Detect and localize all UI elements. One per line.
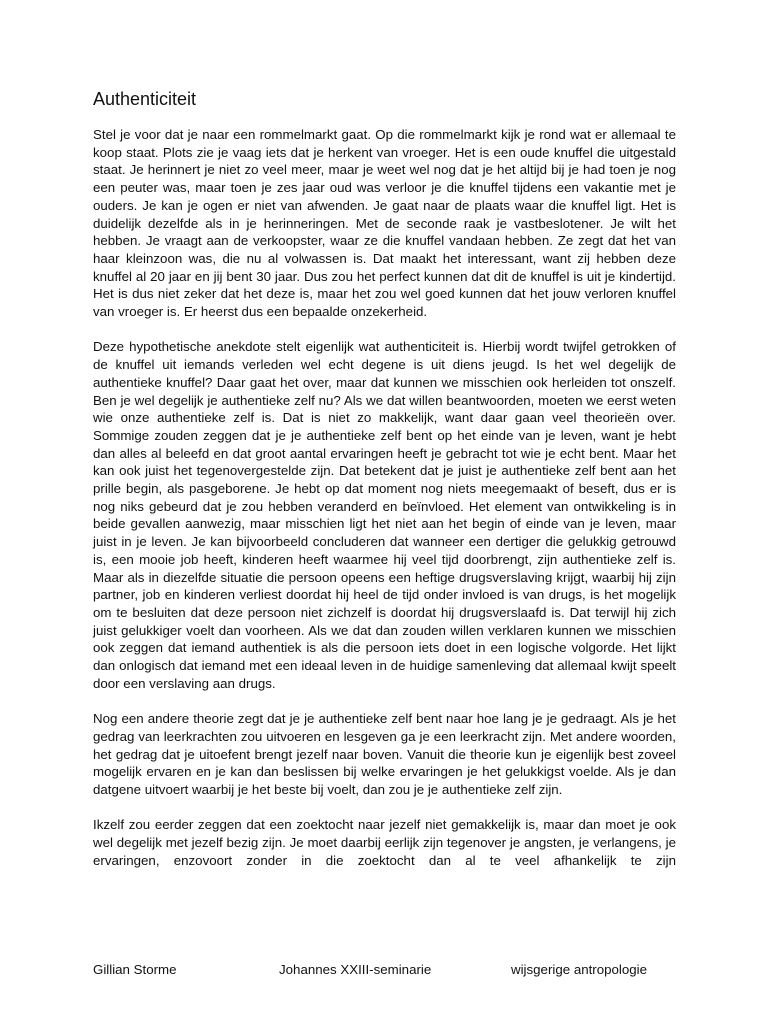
paragraph-3: Nog een andere theorie zegt dat je je authentieke zelf bent naar hoe lang je je gedraagt. Als je het gedrag van leerkrachten zou uitvoeren en lesgeven ga je een leerkracht zijn. Met andere woorden, het gedrag dat je uitoefent brengt jezelf naar boven. Vanuit die theorie kun je eigenlijk best zoveel mogelijk ervaren en je kan dan beslissen bij welke ervaringen je het gelukkigst voelde. Als je dan datgene uitvoert waarbij je het beste bij voelt, dan zou je je authentieke zelf zijn.: [93, 711, 676, 797]
paragraph-4: Ikzelf zou eerder zeggen dat een zoektocht naar jezelf niet gemakkelijk is, maar dan moet je ook wel degelijk met jezelf bezig zijn. Je moet daarbij eerlijk zijn tegenover je angsten, je verlangens, je ervaringen, enzovoort zonder in die zoektocht dan al te veel afhankelijk te zijn: [93, 817, 676, 868]
footer-school: Johannes XXIII-seminarie: [279, 962, 432, 977]
page-title: Authenticiteit: [93, 89, 197, 109]
body-text: [93, 126, 676, 869]
paragraph-1: Stel je voor dat je naar een rommelmarkt gaat. Op die rommelmarkt kijk je rond wat er allemaal te koop staat. Plots zie je vaag iets dat je herkent van vroeger. Het is een oude knuffel die uitgestald staat. Je herinnert je niet zo veel meer, maar je weet wel nog dat je het altijd bij je had toen je nog een peuter was, maar toen je zes jaar oud was verloor je die knuffel tijdens een vakantie met je ouders. Je kan je ogen er niet van afwenden. Je gaat naar de plaats waar die knuffel ligt. Het is duidelijk dezelfde als in je herinneringen. Met de seconde raak je vastbeslotener. Je wilt het hebben. Je vraagt aan de verkoopster, waar ze die knuffel vandaan hebben. Ze zegt dat het van haar kleinzoon was, die nu al volwassen is. Dat maakt het interessant, want zij hebben deze knuffel al 20 jaar en jij bent 30 jaar. Dus zou het perfect kunnen dat dit de knuffel is uit je kindertijd. Het is dus niet zeker dat het deze is, maar het zou wel goed kunnen dat het jouw verloren knuffel van vroeger is. Er heerst dus een bepaalde onzekerheid.: [93, 127, 676, 320]
footer-course: wijsgerige antropologie: [511, 962, 648, 977]
page-footer: [93, 961, 676, 981]
paragraph-2: Deze hypothetische anekdote stelt eigenlijk wat authenticiteit is. Hierbij wordt twijfel getrokken of de knuffel uit iemands verleden wel echt degene is uit diens jeugd. Is het wel degelijk de authentieke knuffel? Daar gaat het over, maar dat kunnen we misschien ook herleiden tot onszelf. Ben je wel degelijk je authentieke zelf nu? Als we dat willen beantwoorden, moeten we eerst weten wie onze authentieke zelf is. Dat is niet zo makkelijk, want daar gaan veel theorieën over. Sommige zouden zeggen dat je je authentieke zelf bent op het einde van je leven, want je hebt dan alles al beleefd en dat groot aantal ervaringen heeft je gebracht tot wie je echt bent. Maar het kan ook juist het tegenovergestelde zijn. Dat betekent dat je juist je authentieke zelf bent aan het prille begin, als pasgeborene. Je hebt op dat moment nog niets meegemaakt of beseft, dus er is nog niks gebeurd dat je zou hebben veranderd en beïnvloed. Het element van ontwikkeling is in beide gevallen aanwezig, maar misschien ligt het niet aan het begin of einde van je leven, maar juist in je leven. Je kan bijvoorbeeld concluderen dat wanneer een dertiger die gelukkig getrouwd is, een mooie job heeft, kinderen heeft waarmee hij veel tijd doorbrengt, zijn authentieke zelf is. Maar als in diezelfde situatie die persoon opeens een heftige drugsverslaving krijgt, waarbij hij zijn partner, job en kinderen verliest doordat hij heel de tijd onder invloed is van drugs, is het mogelijk om te besluiten dat deze persoon niet zichzelf is doordat hij drugsverslaafd is. Dat terwijl hij zich juist gelukkiger voelt dan voorheen. Als we dat dan zouden willen verklaren kunnen we misschien ook zeggen dat iemand authentiek is als die persoon iets doet in een logische volgorde. Het lijkt dan onlogisch dat iemand met een ideaal leven in de huidige samenleving dat allemaal kwijt speelt door een verslaving aan drugs.: [93, 339, 676, 691]
footer-author: Gillian Storme: [93, 962, 177, 977]
